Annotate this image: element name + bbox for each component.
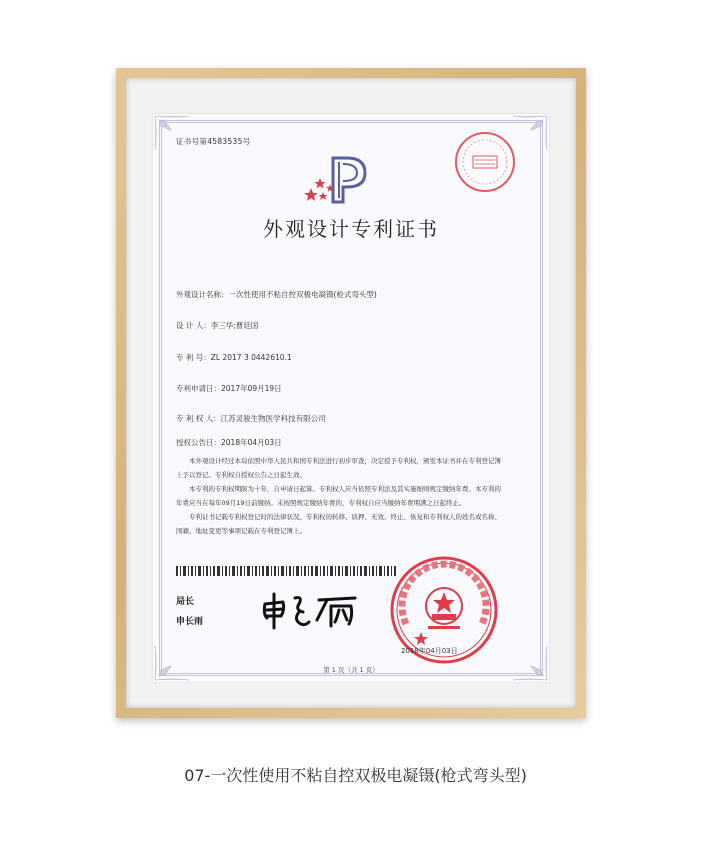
image-caption: 07-一次性使用不粘自控双极电凝镊(枪式弯头型) [184, 766, 527, 785]
patentee-field [176, 413, 326, 424]
barcode-icon [176, 566, 396, 576]
field-value: 李三华;曹廷国 [210, 321, 259, 330]
application-date-field [176, 383, 282, 394]
body-paragraph: 本专利的专利权期限为十年，自申请日起算。专利权人应当依照专利法及其实施细则规定缴纳年费。本专利的年费应当在每年09月19日前缴纳。未按照规定缴纳年费的，专利权自应当缴纳年费期满之日起终止。 [176, 485, 501, 507]
director-title: 局长 [176, 597, 195, 607]
design-name-field [176, 289, 377, 300]
corner-ornament-icon [153, 644, 191, 682]
field-label: 外观设计名称： [176, 290, 229, 299]
certificate-body [176, 438, 506, 538]
patent-office-logo-icon [303, 154, 373, 204]
certificate-title: 外观设计专利证书 [263, 217, 439, 241]
field-label: 专 利 号： [176, 353, 211, 362]
grant-date-field [176, 436, 506, 450]
field-value: ZL 2017 3 0442610.1 [210, 353, 292, 362]
field-label: 专利申请日： [176, 384, 221, 393]
director-name: 申长雨 [176, 617, 204, 627]
corner-ornament-icon [511, 644, 549, 682]
body-paragraph: 本外观设计经过本局依照中华人民共和国专利法进行初步审查，决定授予专利权，颁发本证书并在专利登记簿上予以登记。专利权自授权公告之日起生效。 [176, 457, 501, 479]
certificate-number: 证书号第4583535号 [176, 137, 251, 146]
field-label: 设 计 人： [176, 321, 211, 330]
patent-number-field [176, 352, 292, 363]
frame-mat [126, 78, 576, 708]
seal-date: 2018年04月03日 [401, 647, 458, 655]
page-number: 第 1 页（共 1 页） [323, 666, 379, 674]
field-value: 一次性使用不粘自控双极电凝镊(枪式弯头型) [228, 290, 377, 299]
body-paragraph: 专利证书记载专利权登记时的法律状况。专利权的转移、质押、无效、终止、恢复和专利权人的姓名或名称、国籍、地址变更等事项记载在专利登记簿上。 [176, 513, 501, 535]
director-signature-icon [259, 588, 361, 630]
patent-certificate [153, 114, 549, 682]
field-label: 专 利 权 人： [176, 414, 221, 423]
field-label: 授权公告日： [176, 438, 221, 447]
designer-field [176, 320, 258, 331]
picture-frame [116, 68, 586, 718]
field-value: 2018年04月03日 [221, 438, 282, 447]
field-value: 江苏灵骏生物医学科技有限公司 [220, 414, 326, 423]
field-value: 2017年09月19日 [221, 384, 282, 393]
patent-office-seal-icon [453, 130, 517, 194]
